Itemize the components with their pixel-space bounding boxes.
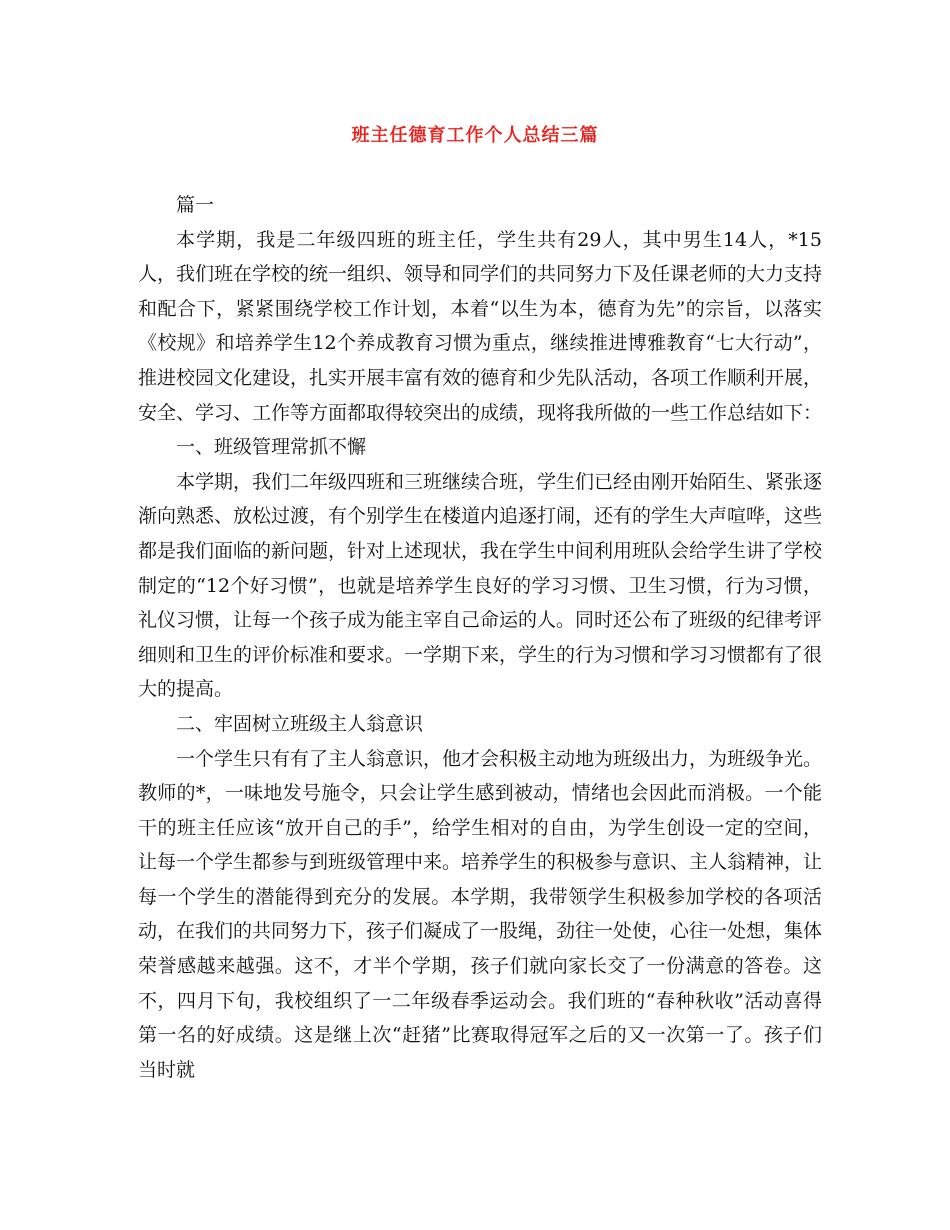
document-body bbox=[138, 188, 822, 1087]
document-title: 班主任德育工作个人总结三篇 bbox=[351, 125, 599, 146]
section-heading: 一、班级管理常抓不懈 bbox=[176, 436, 367, 459]
section-label: 篇一 bbox=[176, 194, 215, 216]
section-heading: 二、牢固树立班级主人翁意识 bbox=[176, 712, 424, 735]
body-paragraph: 本学期，我们二年级四班和三班继续合班，学生们已经由刚开始陌生、紧张逐渐向熟悉、放松过渡，有个别学生在楼道内追逐打闹，还有的学生大声喧哗，这些都是我们面临的新问题，针对上述现状，我在学生中间利用班队会给学生讲了学校制定的“12个好习惯”，也就是培养学生良好的学习习惯、卫生习惯，行为习惯，礼仪习惯，让每一个孩子成为能主宰自己命运的人。同时还公布了班级的纪律考评细则和卫生的评价标准和要求。一学期下来，学生的行为习惯和学习习惯都有了很大的提高。 bbox=[138, 470, 823, 701]
body-paragraph: 一个学生只有有了主人翁意识，他才会积极主动地为班级出力，为班级争光。教师的*，一味地发号施令，只会让学生感到被动，情绪也会因此而消极。一个能干的班主任应该“放开自己的手”，给学生相对的自由，为学生创设一定的空间，让每一个学生都参与到班级管理中来。培养学生的积极参与意识、主人翁精神，让每一个学生的潜能得到充分的发展。本学期，我带领学生积极参加学校的各项活动，在我们的共同努力下，孩子们凝成了一股绳，劲往一处使，心往一处想，集体荣誉感越来越强。这不，才半个学期，孩子们就向家长交了一份满意的答卷。这不，四月下旬，我校组织了一二年级春季运动会。我们班的“春种秋收”活动喜得第一名的好成绩。这是继上次“赶猪”比赛取得冠军之后的又一次第一了。孩子们当时就 bbox=[138, 747, 823, 1081]
intro-paragraph: 本学期，我是二年级四班的班主任，学生共有29人，其中男生14人，*15人，我们班在学校的统一组织、领导和同学们的共同努力下及任课老师的大力支持和配合下，紧紧围绕学校工作计划，本着“以生为本，德育为先”的宗旨，以落实《校规》和培养学生12个养成教育习惯为重点，继续推进博雅教育“七大行动”，推进校园文化建设，扎实开展丰富有效的德育和少先队活动，各项工作顺利开展，安全、学习、工作等方面都取得较突出的成绩，现将我所做的一些工作总结如下： bbox=[138, 228, 823, 424]
